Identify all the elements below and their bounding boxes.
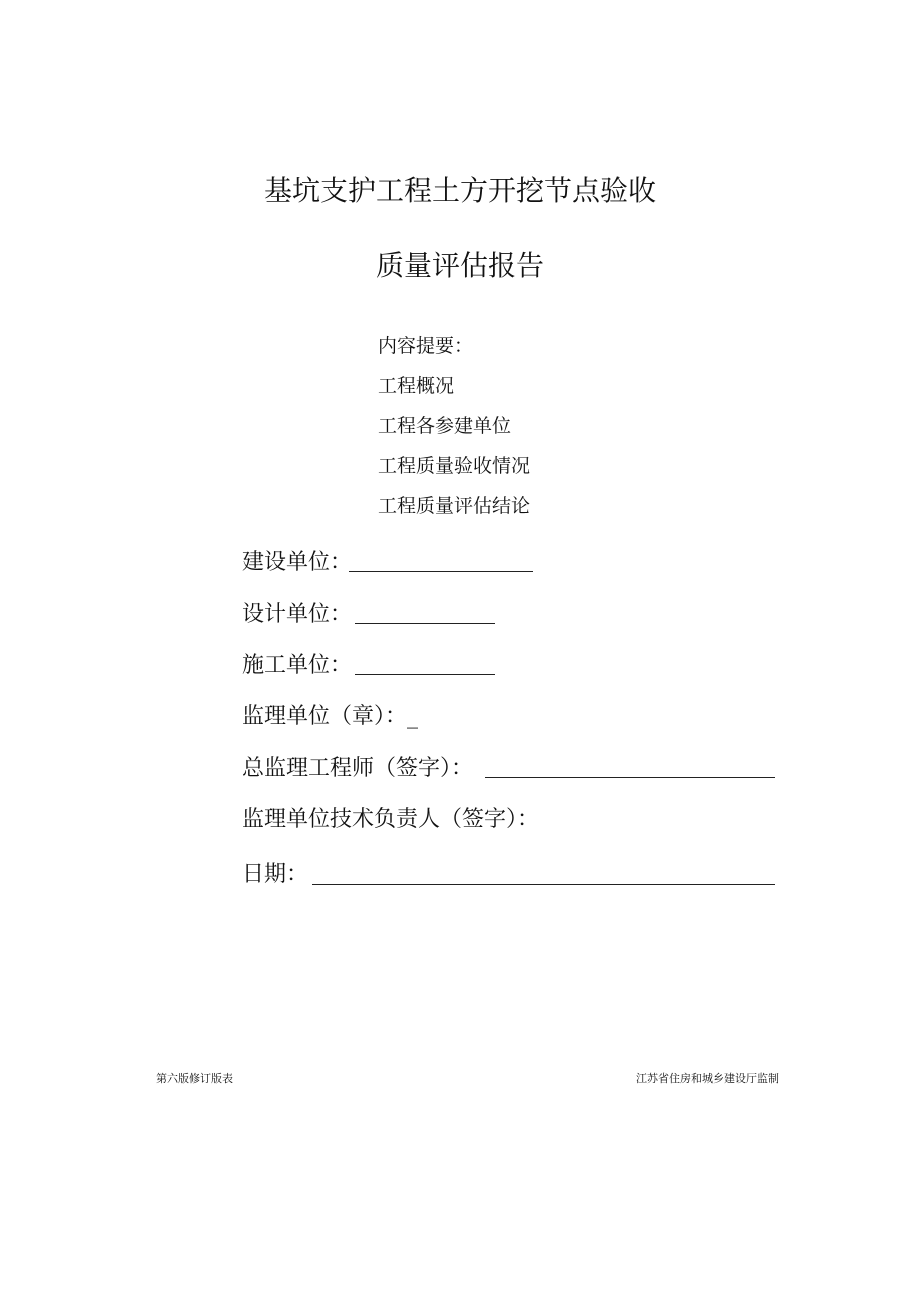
contents-heading: 内容提要： [378, 335, 474, 357]
chief-supervisor-signature-line[interactable] [485, 777, 775, 778]
technical-head-label: 监理单位技术负责人（签字）： [242, 807, 540, 832]
design-unit-line[interactable] [355, 623, 495, 624]
date-label: 日期： [242, 862, 309, 887]
contents-item-participants: 工程各参建单位 [378, 415, 512, 437]
contents-item-acceptance: 工程质量验收情况 [378, 455, 531, 477]
design-unit-label: 设计单位： [242, 602, 353, 627]
date-line[interactable] [312, 884, 775, 885]
builder-unit-line[interactable] [355, 674, 495, 675]
document-title: 基坑支护工程土方开挖节点验收 [263, 174, 656, 207]
contents-item-overview: 工程概况 [378, 375, 455, 397]
footer-issuer: 江苏省住房和城乡建设厅监制 [636, 1072, 779, 1085]
contents-item-conclusion: 工程质量评估结论 [378, 495, 531, 517]
chief-supervisor-label: 总监理工程师（签字）： [242, 756, 474, 781]
construction-unit-line[interactable] [349, 571, 533, 572]
builder-unit-label: 施工单位： [242, 653, 353, 678]
supervision-unit-label: 监理单位（章）：_ [242, 704, 419, 729]
footer-version: 第六版修订版表 [156, 1072, 233, 1085]
construction-unit-label: 建设单位： [242, 550, 353, 575]
document-subtitle: 质量评估报告 [375, 249, 544, 282]
contents-summary [378, 326, 530, 526]
